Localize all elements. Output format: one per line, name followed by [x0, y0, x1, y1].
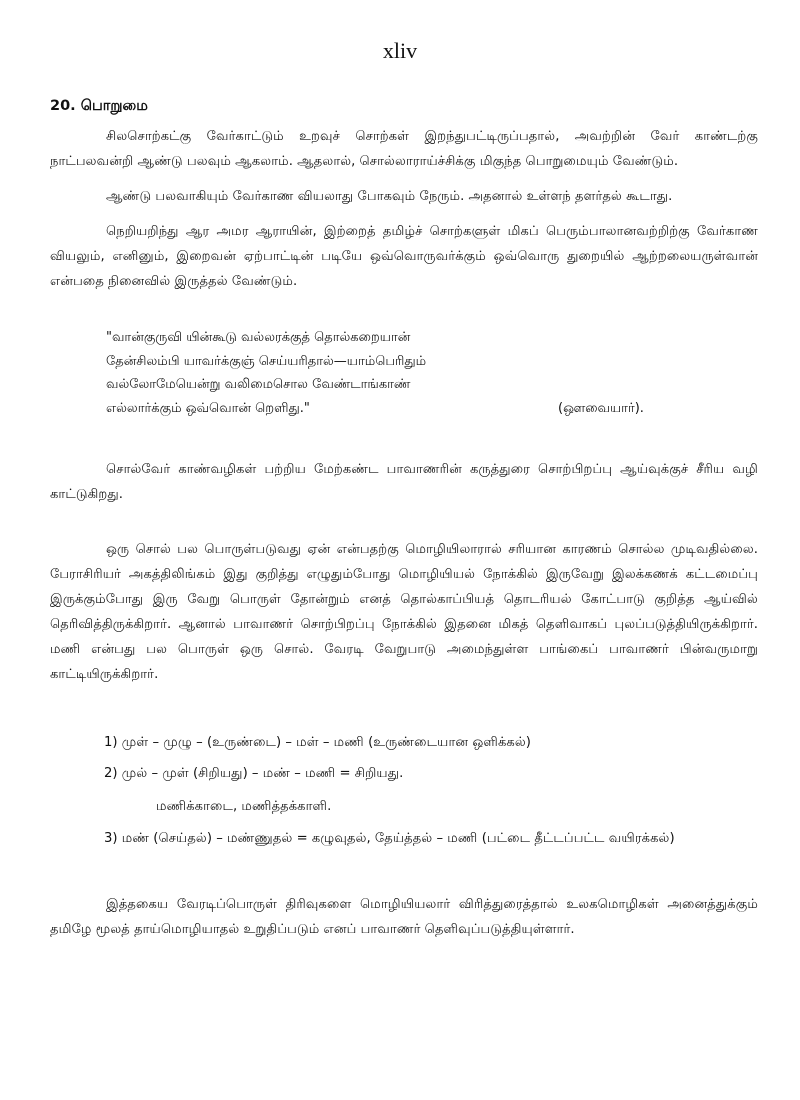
- paragraph-4: சொல்வேர் காண்வழிகள் பற்றிய மேற்கண்ட பாவாணரின் கருத்துரை சொற்பிறப்பு ஆய்வுக்குச் சீரிய வழி காட்டுகிறது.: [50, 462, 758, 502]
- derivation-item-2: 2) முல் – முள் (சிறியது) – மண் – மணி = சிறியது.: [104, 766, 404, 781]
- paragraph-3: நெறியறிந்து ஆர அமர ஆராயின், இற்றைத் தமிழ்ச் சொற்களுள் மிகப் பெரும்பாலானவற்றிற்கு வேர்காண வியலும், எனினும், இறைவன் ஏற்பாட்டின் படியே ஒவ்வொருவர்க்கும் ஒவ்வொரு துறையில் ஆற்றலையருள்வான் என்பதை நினைவில் இருத்தல் வேண்டும்.: [50, 224, 758, 289]
- verse-block: [106, 326, 666, 420]
- paragraph-5: ஒரு சொல் பல பொருள்படுவது ஏன் என்பதற்கு மொழியிலாரால் சரியான காரணம் சொல்ல முடிவதில்லை. பேராசிரியர் அகத்திலிங்கம் இது குறித்து எழுதும்போது மொழியியல் நோக்கில் இருவேறு இலக்கணக் கட்டமைப்பு இருக்கும்போது இரு வேறு பொருள் தோன்றும் எனத் தொல்காப்பியத் தொடரியல் கோட்பாடு குறித்த ஆய்வில் தெரிவித்திருக்கிறார். ஆனால் பாவாணர் சொற்பிறப்பு நோக்கில் இதனை மிகத் தெளிவாகப் புலப்படுத்தியிருக்கிறார். மணி என்பது பல பொருள் ஒரு சொல். வேரடி வேறுபாடு அமைந்துள்ள பாங்கைப் பாவாணர் பின்வருமாறு காட்டியிருக்கிறார்.: [50, 542, 758, 682]
- derivation-item-2-examples: மணிக்காடை, மணித்தக்காளி.: [156, 799, 332, 814]
- verse-line-1: "வான்குருவி யின்கூடு வல்லரக்குத் தொல்கறையான்: [106, 330, 411, 345]
- verse-attribution: (ஔவையார்).: [558, 400, 644, 416]
- derivation-item-1: 1) முள் – முழு – (உருண்டை) – மள் – மணி (உருண்டையான ஒளிக்கல்): [104, 735, 531, 750]
- verse-line-2: தேன்சிலம்பி யாவர்க்குஞ் செய்யரிதால்—யாம்பெரிதும்: [106, 353, 427, 369]
- verse-line-4: எல்லார்க்கும் ஒவ்வொன் றெளிது.": [106, 400, 310, 416]
- paragraph-2: ஆண்டு பலவாகியும் வேர்காண வியலாது போகவும் நேரும். அதனால் உள்ளந் தளர்தல் கூடாது.: [106, 189, 673, 204]
- verse-line-3: வல்லோமேயென்று வலிமைசொல வேண்டாங்காண்: [106, 377, 411, 392]
- paragraph-1: சிலசொற்கட்கு வேர்காட்டும் உறவுச் சொற்கள் இறந்துபட்டிருப்பதால், அவற்றின் வேர் காண்டற்கு நாட்பலவன்றி ஆண்டு பலவும் ஆகலாம். ஆதலால், சொல்லாராய்ச்சிக்கு மிகுந்த பொறுமையும் வேண்டும்.: [50, 129, 758, 169]
- paragraph-6: இத்தகைய வேரடிப்பொருள் திரிவுகளை மொழியியலார் விரித்துரைத்தால் உலகமொழிகள் அனைத்துக்கும் தமிழே மூலத் தாய்மொழியாதல் உறுதிப்படும் எனப் பாவாணர் தெளிவுப்படுத்தியுள்ளார்.: [50, 897, 758, 937]
- section-heading: 20. பொறுமை: [50, 98, 148, 114]
- derivation-item-3: 3) மண் (செய்தல்) – மண்ணுதல் = கழுவுதல், தேய்த்தல் – மணி (பட்டை தீட்டப்பட்ட வயிரக்கல்): [104, 831, 675, 846]
- page-number: xliv: [382, 38, 418, 63]
